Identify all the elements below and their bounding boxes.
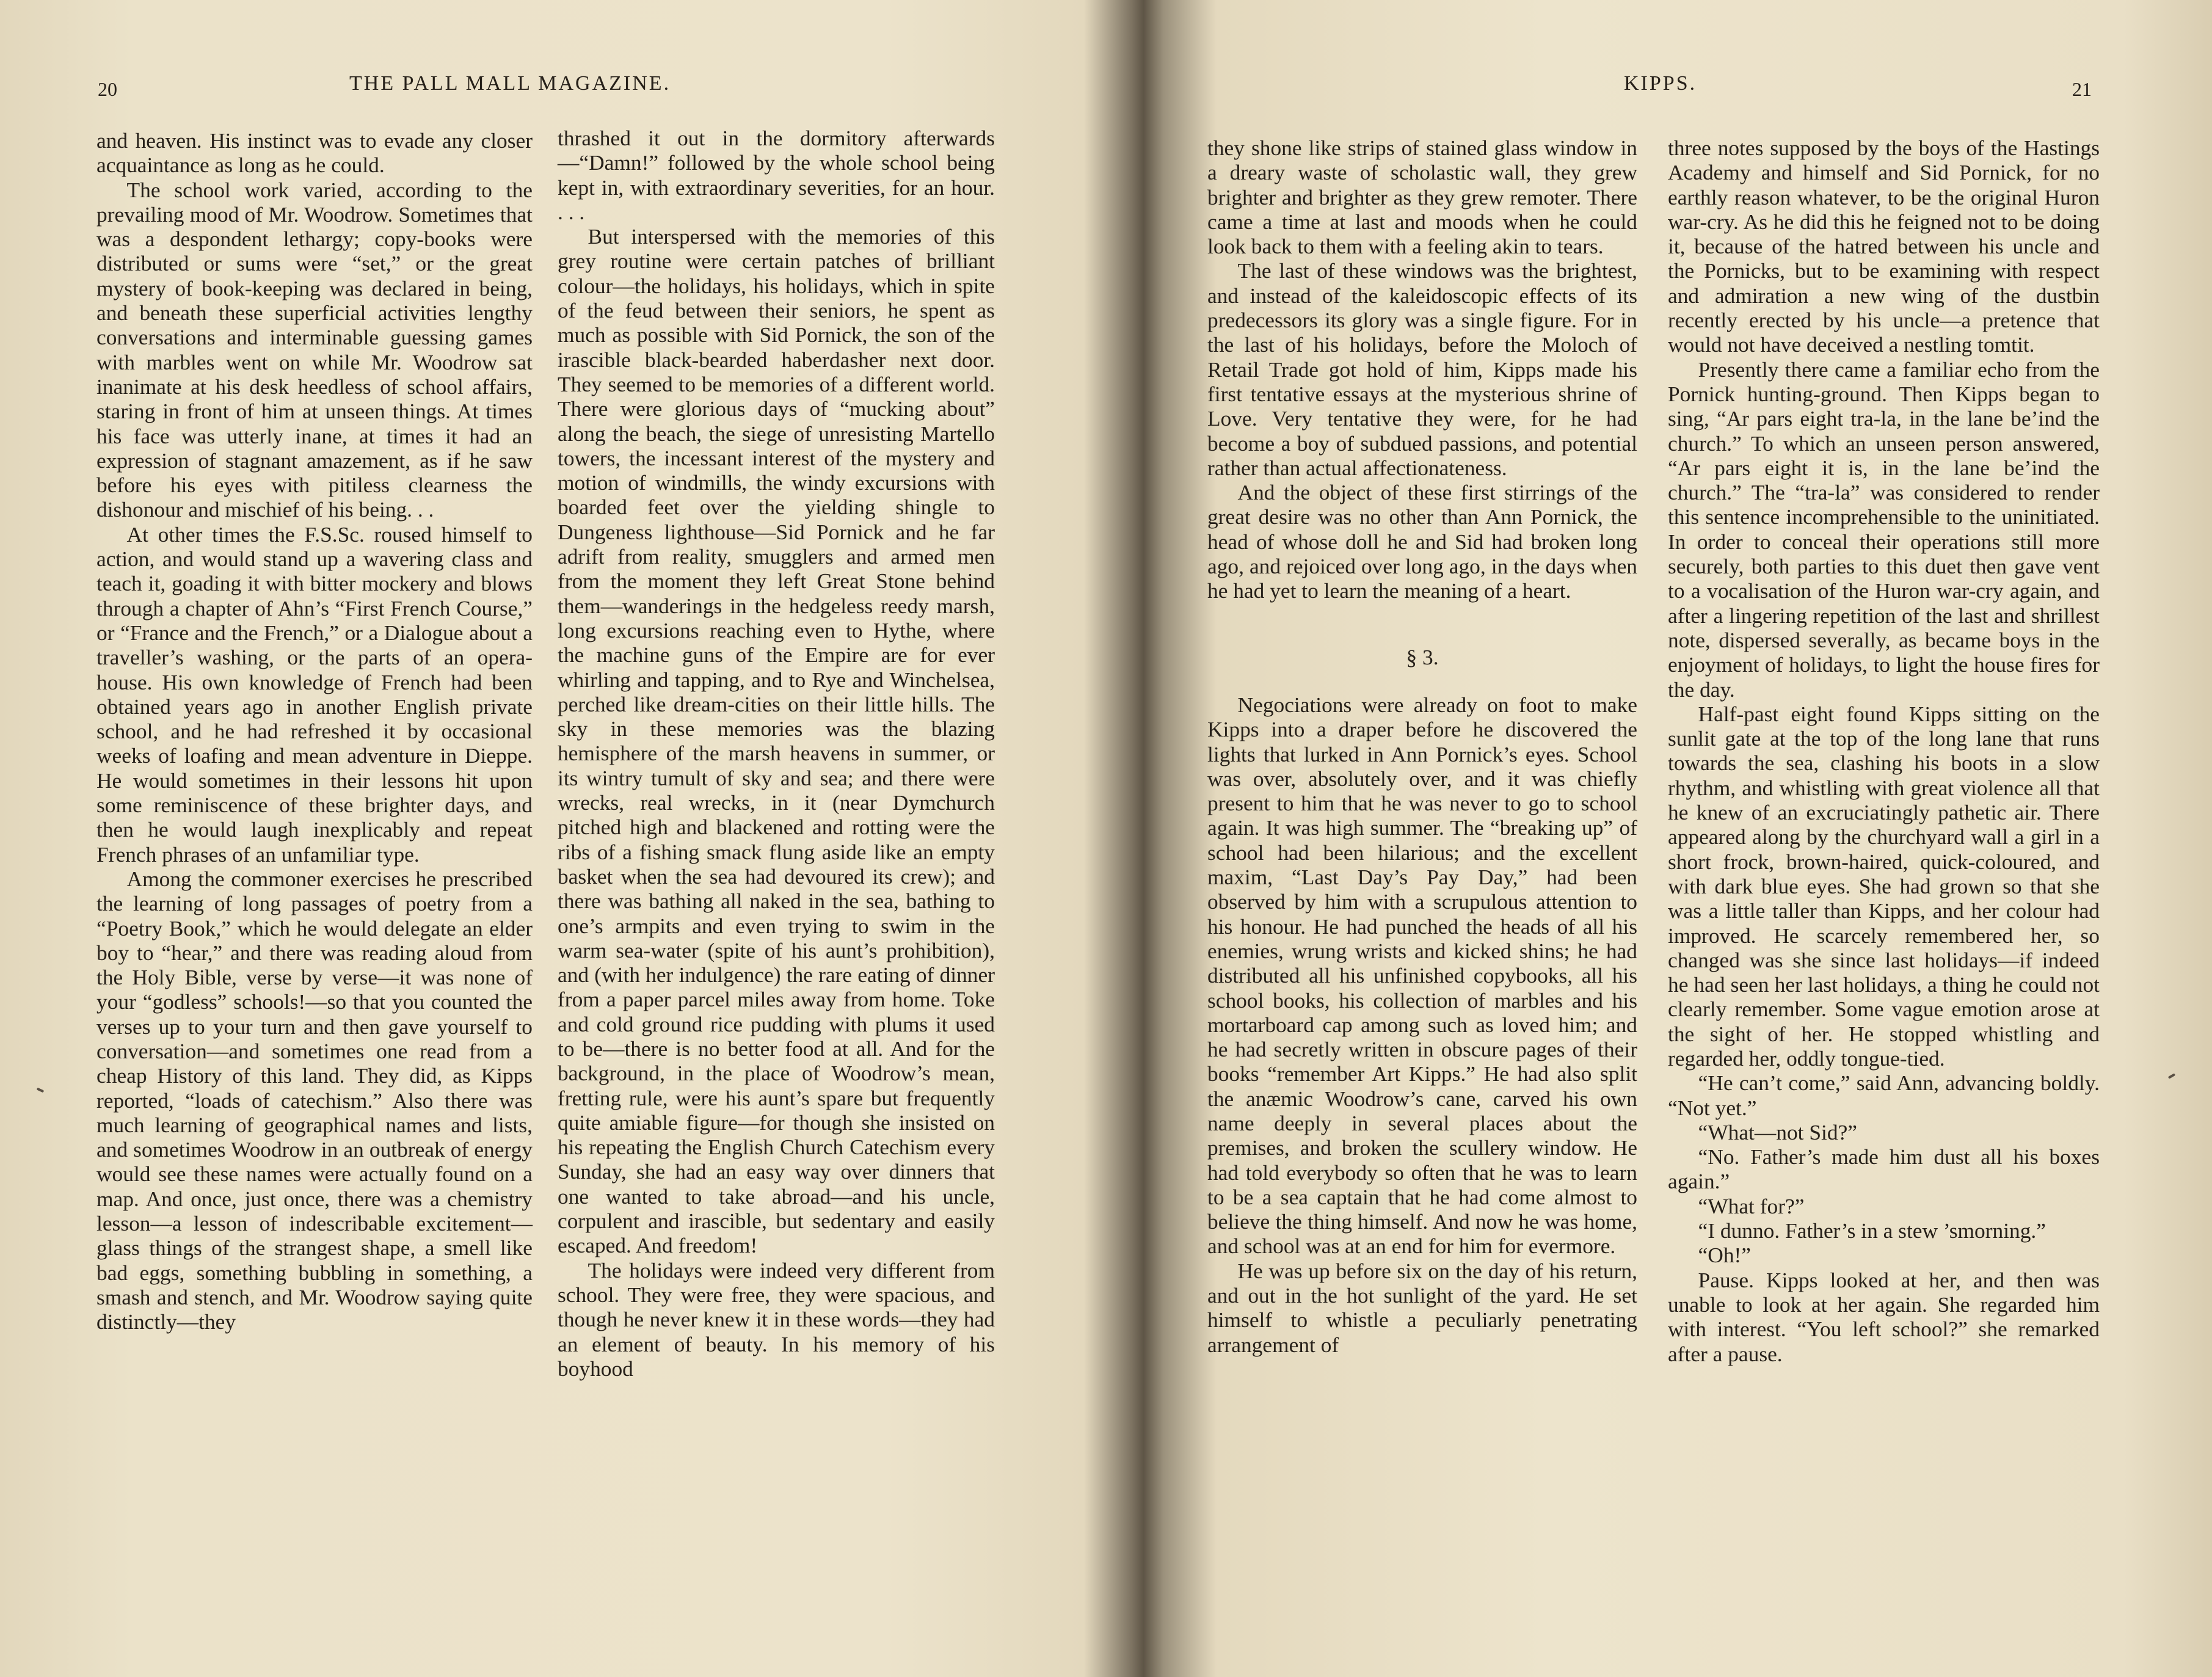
running-head-right: KIPPS. xyxy=(1624,72,1697,95)
paragraph: they shone like strips of stained glass window in a dreary waste of scholastic wall, they grew brighter and brighter as they grew remoter. There came a time at last and moods when he could look back to them with a feeling akin to tears. xyxy=(1207,136,1637,259)
paragraph: Among the commoner exercises he prescribed the learning of long passages of poetry from a “Poetry Book,” which he would delegate an elder boy to “hear,” and there was reading aloud from the Holy Bible, verse by verse—it was none of your “godless” schools!—so that you counted the verses up to your turn and then gave yourself to conversation—and sometimes one read from a cheap History of this land. They did, as Kipps reported, “loads of catechism.” Also there was much learning of geographical names and lists, and sometimes Woodrow in an outbreak of energy would see these names were actually found on a map. And once, just once, there was a chemistry lesson—a lesson of indescribable excitement—glass things of the strangest shape, a smell like bad eggs, something bubbling in something, a smash and stench, and Mr. Woodrow saying quite distinctly—they xyxy=(96,866,533,1334)
paragraph: and heaven. His instinct was to evade any closer acquaintance as long as he could. xyxy=(96,128,533,178)
paragraph: Negociations were already on foot to make Kipps into a draper before he discovered the lights that lurked in Ann Pornick’s eyes. School was over, absolutely over, and it was chiefly present to him that he was never to go to school again. It was high summer. The “breaking up” of school had been hilarious; and the excellent maxim, “Last Day’s Pay Day,” had been observed by him with a scrupulous attention to his honour. He had punched the heads of all his enemies, wrung wrists and kicked shins; he had distributed all his unfinished copybooks, all his school books, his collection of marbles and his mortarboard cap among such as loved him; and he had secretly written in obscure pages of their books “remember Art Kipps.” He had also split the anæmic Woodrow’s cane, carved his own name deeply in several places about the premises, and broken the scullery window. He had told everybody so often that he was to learn to be a sea captain that he had come almost to believe the thing himself. And now he was home, and school was at an end for him for evermore. xyxy=(1207,692,1637,1259)
paragraph: And the object of these first stirrings of the great desire was no other than Ann Pornick, the head of whose doll he and Sid had broken long ago, and rejoiced over long ago, in the days when he had yet to learn the meaning of a heart. xyxy=(1207,480,1637,603)
paragraph: But interspersed with the memories of this grey routine were certain patches of brilliant colour—the holidays, his holidays, which in spite of the feud between their seniors, he spent as much as possible with Sid Pornick, the son of the irascible black-bearded haberdasher next door. They seemed to be memories of a different world. There were glorious days of “mucking about” along the beach, the siege of unresisting Martello towers, the incessant interest of the mystery and motion of windmills, the windy excursions with boarded feet over the yielding shingle to Dungeness lighthouse—Sid Pornick and he far adrift from reality, smugglers and armed men from the moment they left Great Stone behind them—wanderings in the hedgeless reedy marsh, long excursions reaching even to Hythe, where the machine guns of the Empire are for ever whirling and tapping, and to Rye and Winchelsea, perched like dream-cities on their little hills. The sky in these memories was the blazing hemisphere of the marsh heavens in summer, or its wintry tumult of sky and sea; and there were wrecks, real wrecks, in it (near Dymchurch pitched high and blackened and rotting were the ribs of a fishing smack flung aside like an empty basket when the sea had devoured its crew); and there was bathing all naked in the sea, bathing to one’s armpits and even trying to swim in the warm sea-water (spite of his aunt’s prohibition), and (with her indulgence) the rare eating of dinner from a paper parcel miles away from home. Toke and cold ground rice pudding with plums it used to be—there is no better food at all. And for the background, in the place of Woodrow’s mean, fretting rule, were his aunt’s spare but frequently quite amiable figure—for though she insisted on his repeating the English Church Catechism every Sunday, she had an easy way over dinners that one wanted to take abroad—and his uncle, corpulent and irascible, but sedentary and easily escaped. And freedom! xyxy=(558,224,995,1258)
text-column-3 xyxy=(1207,136,1637,1357)
ink-speck xyxy=(2168,1073,2175,1079)
section-heading: § 3. xyxy=(1406,644,1439,669)
text-column-2 xyxy=(558,126,995,1381)
paragraph: “I dunno. Father’s in a stew ’smorning.” xyxy=(1698,1218,2046,1243)
paragraph: “What for?” xyxy=(1698,1193,1805,1218)
paragraph: Pause. Kipps looked at her, and then was unable to look at her again. She regarded him with interest. “You left school?” she remarked after a pause. xyxy=(1668,1267,2100,1366)
ink-speck xyxy=(37,1088,45,1093)
paragraph: thrashed it out in the dormitory afterwards —“Damn!” followed by the whole school being kept in, with extraordinary severities, for an hour. . . . xyxy=(558,126,995,224)
paragraph: “Oh!” xyxy=(1698,1243,1752,1268)
paragraph: “He can’t come,” said Ann, advancing boldly. “Not yet.” xyxy=(1668,1071,2100,1120)
paragraph: Presently there came a familiar echo from the Pornick hunting-ground. Then Kipps began to sing, “Ar pars eight tra-la, in the lane be’ind the church.” To which an unseen person answered, “Ar pars eight it is, in the lane be’ind the church.” The “tra-la” was considered to render this sentence incomprehensible to the uninitiated. In order to conceal their operations still more securely, both parties to this duet then gave vent to a vocalisation of the Huron war-cry again, and after a lingering repetition of the last and shrillest note, dispersed severally, as became boys in the enjoyment of holidays, to light the house fires for the day. xyxy=(1668,357,2100,702)
paragraph: “No. Father’s made him dust all his boxes again.” xyxy=(1668,1144,2100,1194)
right-page xyxy=(1148,0,2212,1677)
paragraph: The school work varied, according to the prevailing mood of Mr. Woodrow. Sometimes that was a despondent lethargy; copy-books were distributed or sums were “set,” or the great mystery of book-keeping was declared in being, and beneath these superficial activities lengthy conversations and interminable guessing games with marbles went on while Mr. Woodrow sat inanimate at his desk heedless of school affairs, staring in front of him at unseen things. At times his face was utterly inane, at times it had an expression of stagnant amazement, as if he saw before his eyes with pitiless clearness the dishonour and mischief of his being. . . xyxy=(96,177,533,522)
paragraph: At other times the F.S.Sc. roused himself to action, and would stand up a wavering class and teach it, goading it with bitter mockery and blows through a chapter of Ahn’s “First French Course,” or “France and the French,” or a Dialogue about a traveller’s washing, or the parts of an opera-house. His own knowledge of French had been obtained years ago in another English private school, and he had refreshed it by occasional weeks of loafing and mean adventure in Dieppe. He would sometimes in their lessons hit upon some reminiscence of these brighter days, and then he would laugh inexplicably and repeat French phrases of an unfamiliar type. xyxy=(96,522,533,867)
text-column-4 xyxy=(1668,136,2100,1366)
paragraph: Half-past eight found Kipps sitting on the sunlit gate at the top of the long lane that runs towards the sea, clashing his boots in a slow rhythm, and whistling with great violence all that he knew of an excruciatingly pathetic air. There appeared along by the churchyard wall a girl in a short frock, brown-haired, quick-coloured, and with dark blue eyes. She had grown so that she was a little taller than Kipps, and her colour had improved. He scarcely remembered her, so changed was she since last holidays—if indeed he had seen her last holidays, a thing he could not clearly remember. Some vague emotion arose at the sight of her. He stopped whistling and regarded her, oddly tongue-tied. xyxy=(1668,701,2100,1071)
text-column-1 xyxy=(96,128,533,1334)
paragraph: three notes supposed by the boys of the Hastings Academy and himself and Sid Pornick, for no earthly reason whatever, to be the original Huron war-cry. As he did this he feigned not to be doing it, because of the hatred between his uncle and the Pornicks, but to be examining with respect and admiration a new wing of the dustbin recently erected by his uncle—a pretence that would not have deceived a nestling tomtit. xyxy=(1668,136,2100,357)
paragraph: The holidays were indeed very different from school. They were free, they were spacious, and though he never knew it in these words—they had an element of beauty. In his memory of his boyhood xyxy=(558,1257,995,1381)
paragraph: He was up before six on the day of his return, and out in the hot sunlight of the yard. He set himself to whistle a peculiarly penetrating arrangement of xyxy=(1207,1258,1637,1357)
page-number-right: 21 xyxy=(2072,78,2092,100)
page-number-left: 20 xyxy=(98,78,117,100)
running-head-left: THE PALL MALL MAGAZINE. xyxy=(349,72,671,95)
paragraph: “What—not Sid?” xyxy=(1698,1119,1857,1144)
left-page xyxy=(0,0,1093,1677)
paragraph: The last of these windows was the brightest, and instead of the kaleidoscopic effects of its predecessors its glory was a single figure. For in the last of his holidays, before the Moloch of Retail Trade got hold of him, Kipps made his first tentative essays at the mysterious shrine of Love. Very tentative they were, for he had become a boy of subdued passions, and potential rather than actual affectionateness. xyxy=(1207,258,1637,480)
